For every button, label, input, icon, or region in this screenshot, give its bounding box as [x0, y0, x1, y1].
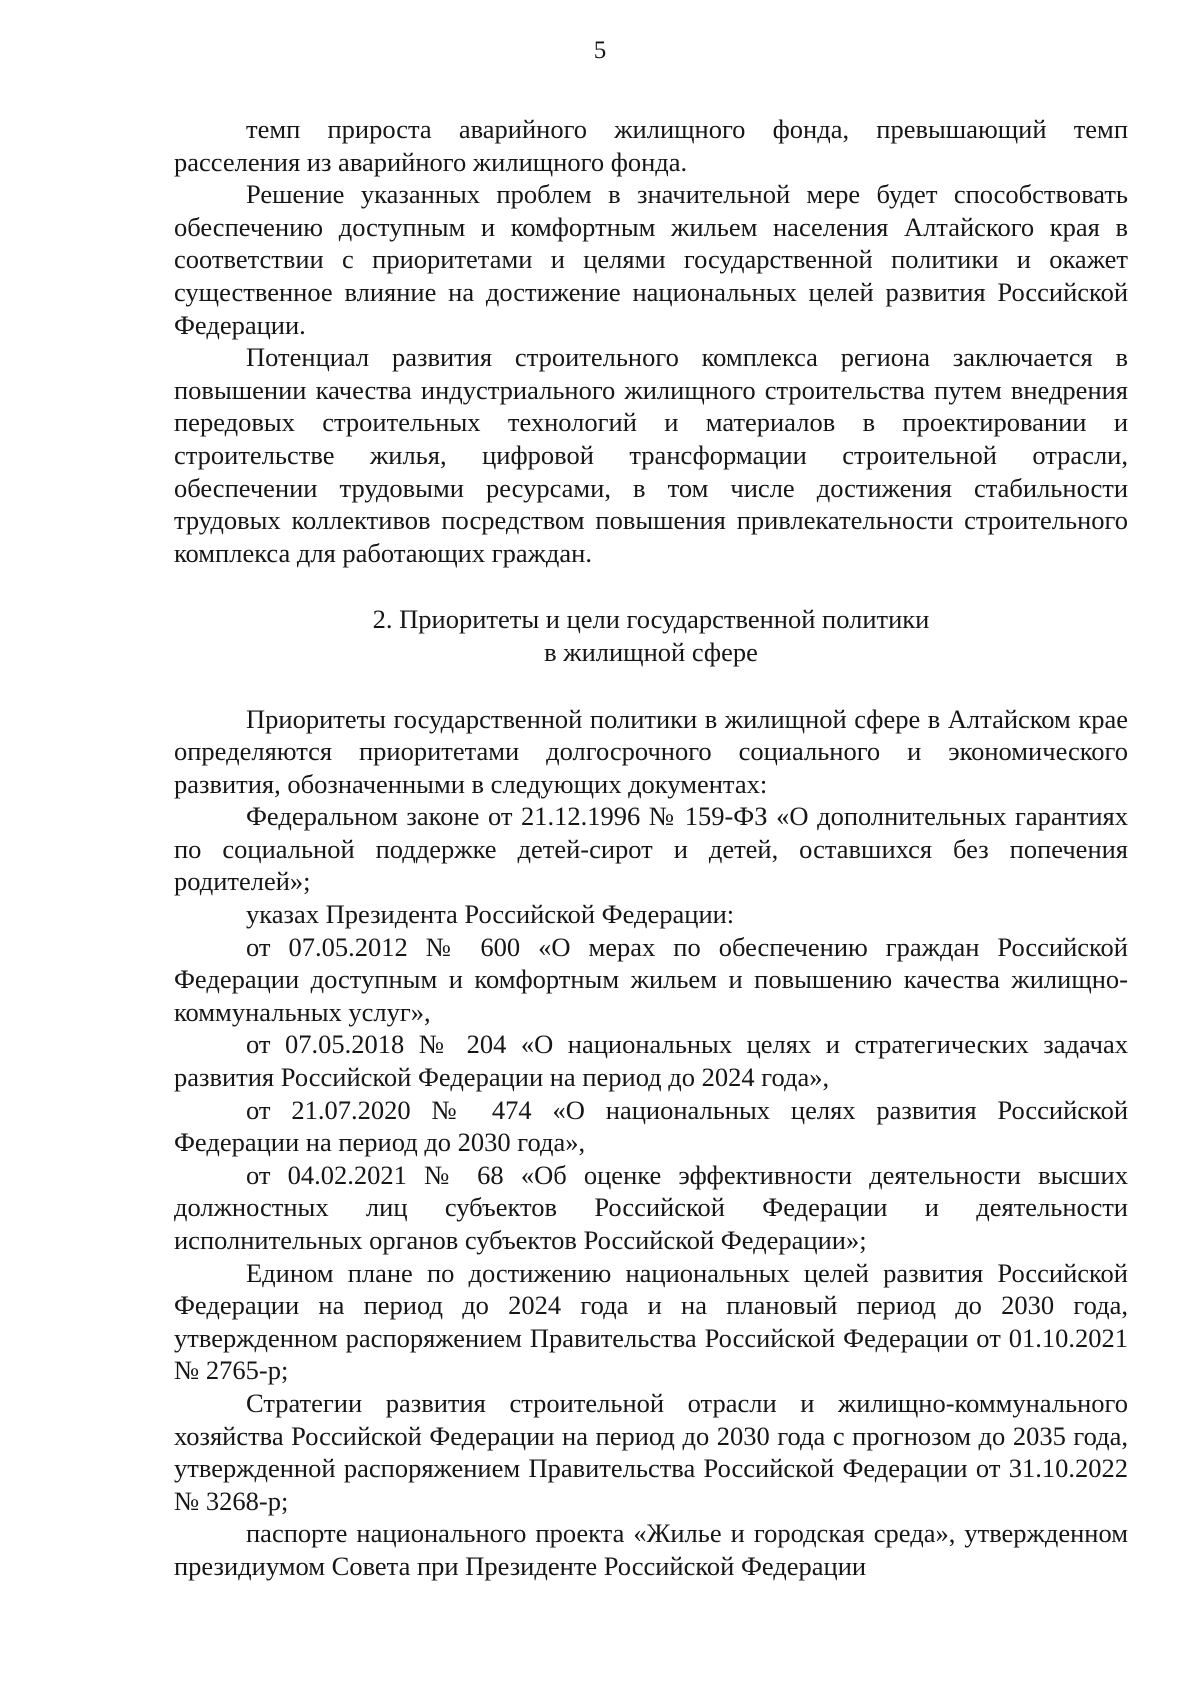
paragraph-problem-solution: Решение указанных проблем в значительной мере будет способствовать обеспечению доступным и комфортным жильем населения Алтайского края в соответствии с приоритетами и целями государственной политики и окажет существенное влияние на достижение национальных целей развития Российской Федерации. [174, 179, 1128, 340]
paragraph-construction-potential: Потенциал развития строительного комплекса региона заключается в повышении качества индустриального жилищного строительства путем внедрения передовых строительных технологий и материалов в проектировании и строительстве жилья, цифровой трансформации строительной отрасли, обеспечении трудовыми ресурсами, в том числе достижения стабильности трудовых коллективов посредством повышения привлекательности строительного комплекса для работающих граждан. [174, 342, 1128, 568]
paragraph-decree-600: от 07.05.2012 № 600 «О мерах по обеспечению граждан Российской Федерации доступным и комфортным жильем и повышению качества жилищно-коммунальных услуг», [174, 931, 1128, 1027]
paragraph-policy-priorities: Приоритеты государственной политики в жилищной сфере в Алтайском крае определяются приоритетами долгосрочного социального и экономического развития, обозначенными в следующих документах: [174, 703, 1128, 799]
paragraph-national-project-passport: паспорте национального проекта «Жилье и городская среда», утвержденном президиумом Совета при Президенте Российской Федерации [174, 1518, 1128, 1581]
section-heading [174, 603, 1128, 668]
paragraph-construction-strategy: Стратегии развития строительной отрасли и жилищно-коммунального хозяйства Российской Федерации на период до 2030 года с прогнозом до 2035 года, утвержденной распоряжением Правительства Российской Федерации от 31.10.2022 № 3268-р; [174, 1387, 1128, 1516]
document-body [174, 113, 1128, 1583]
paragraph-decree-204: от 07.05.2018 № 204 «О национальных целях и стратегических задачах развития Российской Федерации на период до 2024 года», [174, 1029, 1128, 1093]
page-number: 5 [593, 37, 607, 64]
paragraph-federal-law-159: Федеральном законе от 21.12.1996 № 159-ФЗ «О дополнительных гарантиях по социальной поддержке детей-сирот и детей, оставшихся без попечения родителей»; [174, 801, 1128, 897]
section-heading-line-1: 2. Приоритеты и цели государственной политики [372, 604, 930, 635]
paragraph-decree-474: от 21.07.2020 № 474 «О национальных целях развития Российской Федерации на период до 2030 года», [174, 1094, 1128, 1158]
paragraph-decree-68: от 04.02.2021 № 68 «Об оценке эффективности деятельности высших должностных лиц субъектов Российской Федерации и деятельности исполнительных органов субъектов Российской Федерации»; [174, 1159, 1128, 1255]
paragraph-presidential-decrees: указах Президента Российской Федерации: [246, 899, 735, 930]
paragraph-unified-plan: Едином плане по достижению национальных целей развития Российской Федерации на период до 2024 года и на плановый период до 2030 года, утвержденном распоряжением Правительства Российской Федерации от 01.10.2021 № 2765-р; [174, 1257, 1128, 1386]
section-heading-line-2: в жилищной сфере [544, 636, 758, 667]
paragraph-emergency-housing-growth: темп прироста аварийного жилищного фонда, превышающий темп расселения из аварийного жилищного фонда. [174, 114, 1128, 177]
